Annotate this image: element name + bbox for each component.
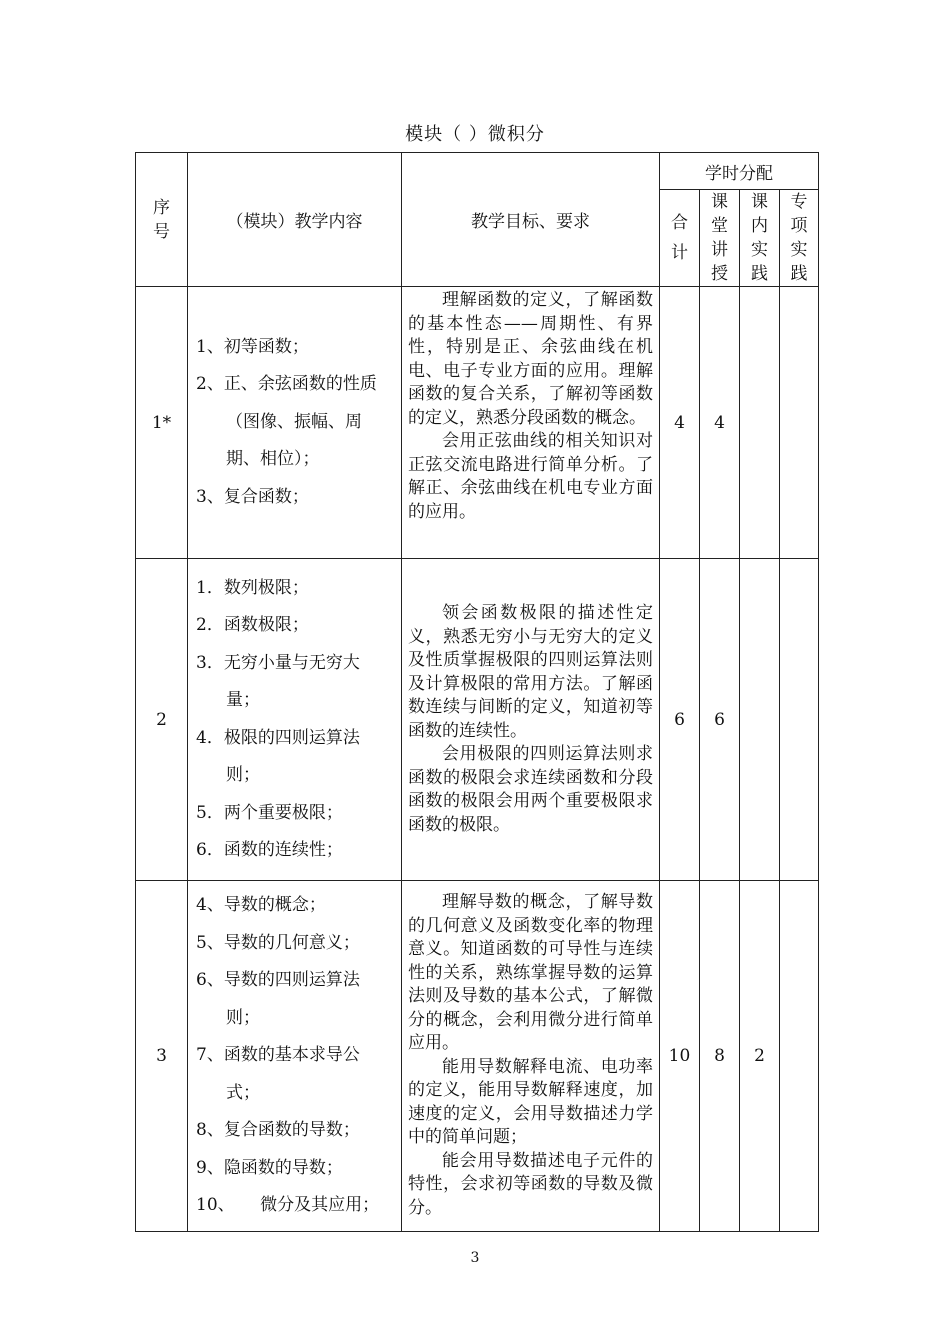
list-item: 4、导数的概念； <box>196 895 326 915</box>
list-item: 3．无穷小量与无穷大量； <box>196 652 360 710</box>
row-goals-cell <box>402 559 660 881</box>
row-total: 6 <box>660 559 700 881</box>
goal-paragraph: 能用导数解释电流、电功率的定义，能用导数解释速度，加速度的定义，会用导数描述力学中的简单问题； <box>408 1056 653 1148</box>
list-item: 3、复合函数； <box>196 486 309 507</box>
header-special-cell <box>780 190 819 287</box>
list-item: 4．极限的四则运算法则； <box>196 727 360 785</box>
header-practice: 课内实践 <box>751 192 768 284</box>
row-practice <box>740 559 780 881</box>
list-item: 7、函数的基本求导公式； <box>196 1045 360 1103</box>
list-item: 10、 微分及其应用； <box>196 1195 380 1215</box>
goal-paragraph: 会用正弦曲线的相关知识对正弦交流电路进行简单分析。了解正、余弦曲线在机电专业方面的应用。 <box>408 431 653 522</box>
row-goals-cell <box>402 287 660 559</box>
page-title: 模块（ ）微积分 <box>405 124 545 145</box>
header-total-cell <box>660 190 700 287</box>
table-row <box>136 287 819 559</box>
header-goals: 教学目标、要求 <box>402 153 660 287</box>
row-seq: 1* <box>136 287 188 559</box>
list-item: 1．数列极限； <box>196 577 309 598</box>
list-item: 5．两个重要极限； <box>196 802 343 823</box>
table-row <box>136 559 819 881</box>
list-item: 1、初等函数； <box>196 336 309 357</box>
content-list <box>188 881 401 1231</box>
list-item: 6．函数的连续性； <box>196 840 343 860</box>
row-special <box>780 287 819 559</box>
goal-paragraph: 理解函数的定义，了解函数的基本性态——周期性、有界性，特别是正、余弦曲线在机电、电子专业方面的应用。理解函数的复合关系，了解初等函数的定义，熟悉分段函数的概念。 <box>408 290 653 428</box>
row-goals-cell <box>402 881 660 1232</box>
goals-text <box>402 889 659 1222</box>
row-practice: 2 <box>740 881 780 1232</box>
table-row <box>136 881 819 1232</box>
row-total: 10 <box>660 881 700 1232</box>
goal-paragraph: 能会用导数描述电子元件的特性，会求初等函数的导数及微分。 <box>408 1150 653 1218</box>
list-item: 5、导数的几何意义； <box>196 932 360 953</box>
header-seq: 序号 <box>153 197 170 242</box>
row-seq: 2 <box>136 559 188 881</box>
row-lecture: 4 <box>700 287 740 559</box>
row-lecture: 8 <box>700 881 740 1232</box>
header-special: 专项实践 <box>790 192 808 284</box>
syllabus-table <box>135 152 819 1232</box>
goals-text <box>402 600 659 839</box>
header-hours: 学时分配 <box>660 153 819 190</box>
goals-text <box>402 287 659 526</box>
content-list <box>188 564 401 876</box>
list-item: 8、复合函数的导数； <box>196 1120 360 1140</box>
list-item: 2、正、余弦函数的性质（图像、振幅、周期、相位）； <box>196 374 377 470</box>
row-content-cell <box>188 287 402 559</box>
row-total: 4 <box>660 287 700 559</box>
header-practice-cell <box>740 190 780 287</box>
goal-paragraph: 理解导数的概念，了解导数的几何意义及函数变化率的物理意义。知道函数的可导性与连续性的关系，熟练掌握导数的运算法则及导数的基本公式，了解微分的概念，会利用微分进行简单应用。 <box>408 892 653 1054</box>
header-seq-cell <box>136 153 188 287</box>
header-content: （模块）教学内容 <box>188 153 402 287</box>
page-number: 3 <box>470 1250 480 1266</box>
row-special <box>780 559 819 881</box>
header-lecture: 课堂讲授 <box>711 192 728 284</box>
content-list <box>188 323 401 523</box>
row-content-cell <box>188 881 402 1232</box>
row-special <box>780 881 819 1232</box>
goal-paragraph: 会用极限的四则运算法则求函数的极限会求连续函数和分段函数的极限会用两个重要极限求函数的极限。 <box>408 744 653 835</box>
row-seq: 3 <box>136 881 188 1232</box>
header-lecture-cell <box>700 190 740 287</box>
list-item: 2．函数极限； <box>196 615 309 635</box>
list-item: 6、导数的四则运算法则； <box>196 970 360 1028</box>
list-item: 9、隐函数的导数； <box>196 1157 343 1178</box>
row-lecture: 6 <box>700 559 740 881</box>
row-practice <box>740 287 780 559</box>
goal-paragraph: 领会函数极限的描述性定义，熟悉无穷小与无穷大的定义及性质掌握极限的四则运算法则及计算极限的常用方法。了解函数连续与间断的定义，知道初等函数的连续性。 <box>408 603 653 741</box>
header-total: 合计 <box>671 213 688 263</box>
row-content-cell <box>188 559 402 881</box>
